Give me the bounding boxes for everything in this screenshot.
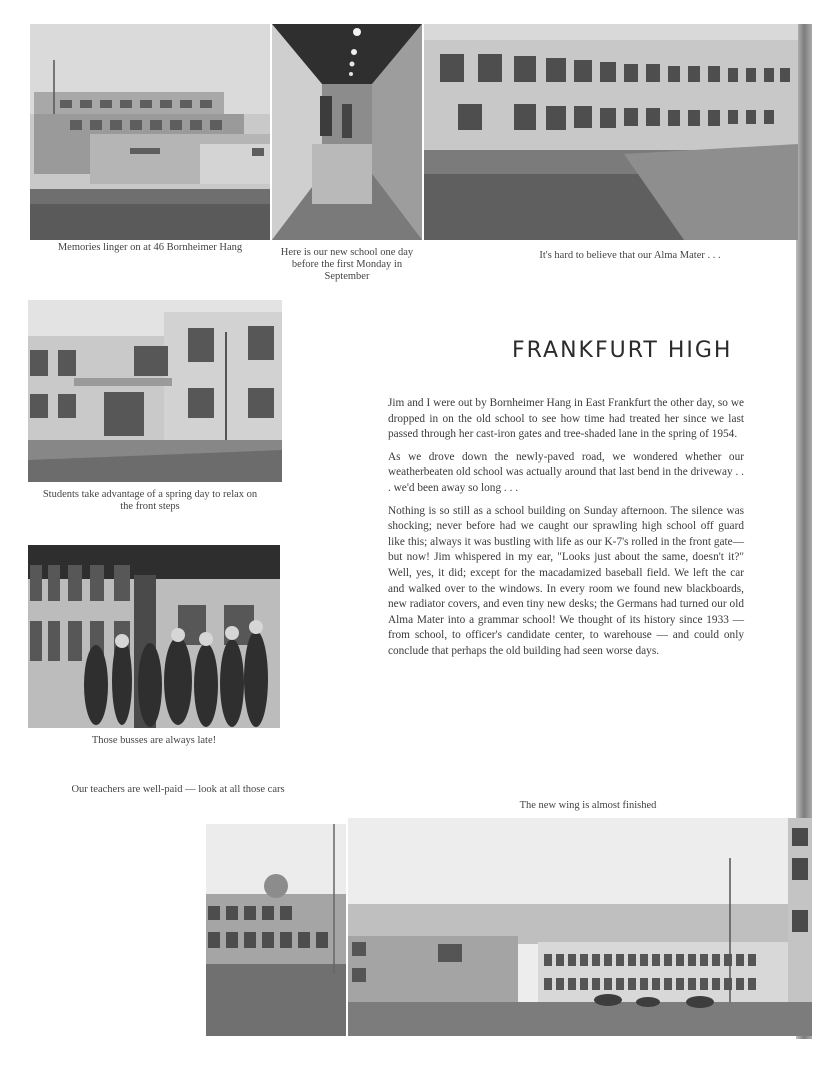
photo-busses bbox=[28, 545, 280, 728]
photo-alma-mater bbox=[424, 24, 798, 240]
photo-new-wing bbox=[348, 818, 812, 1036]
article-paragraph-3: Nothing is so still as a school building on Sunday afternoon. The silence was shocking; never before had we caught our sprawling high school off guard like this; always it was bustling with life as our K-7's rolled in the front gate—but now! Jim whispered in my ear, "Looks just about the same, doesn't it?" Well, yes, it did; except for the macadamized baseball field. We left the car and walked over to the windows. In every room we found new blackboards, new radiator covers, and even tiny new desks; the Germans had turned our old Alma Mater into a grammar school! We thought of its history since 1933 — from school, to officer's candidate center, to warehouse — and could only conclude that perhaps the old building had seen worse days. bbox=[388, 504, 744, 657]
article-body bbox=[388, 396, 744, 667]
photo-students-front-steps bbox=[28, 300, 282, 482]
caption-teachers: Our teachers are well-paid — look at all those cars bbox=[71, 784, 285, 795]
article-paragraph-2: As we drove down the newly-paved road, we wondered whether our weatherbeaten old school was actually around that last bend in the driveway . . . we'd been away so long . . . bbox=[388, 450, 744, 494]
photo-teachers-cars bbox=[206, 824, 346, 1036]
caption-busses: Those busses are always late! bbox=[91, 735, 217, 746]
article-paragraph-1: Jim and I were out by Bornheimer Hang in East Frankfurt the other day, so we dropped in on the old school to see how time had treated her since we last passed through her cast-iron gates and tree-shaded lane in the spring of 1954. bbox=[388, 397, 744, 441]
caption-new-school: Here is our new school one day before the first Monday in September bbox=[280, 247, 414, 282]
caption-students: Students take advantage of a spring day to relax on the front steps bbox=[42, 489, 258, 512]
caption-bornheimer-hang: Memories linger on at 46 Bornheimer Hang bbox=[57, 242, 243, 253]
caption-new-wing: The new wing is almost finished bbox=[519, 800, 657, 811]
photo-new-school-hallway bbox=[272, 24, 422, 240]
page-title: FRANKFURT HIGH bbox=[512, 338, 733, 363]
photo-bornheimer-hang bbox=[30, 24, 270, 240]
caption-alma-mater: It's hard to believe that our Alma Mater . . . bbox=[539, 250, 721, 261]
